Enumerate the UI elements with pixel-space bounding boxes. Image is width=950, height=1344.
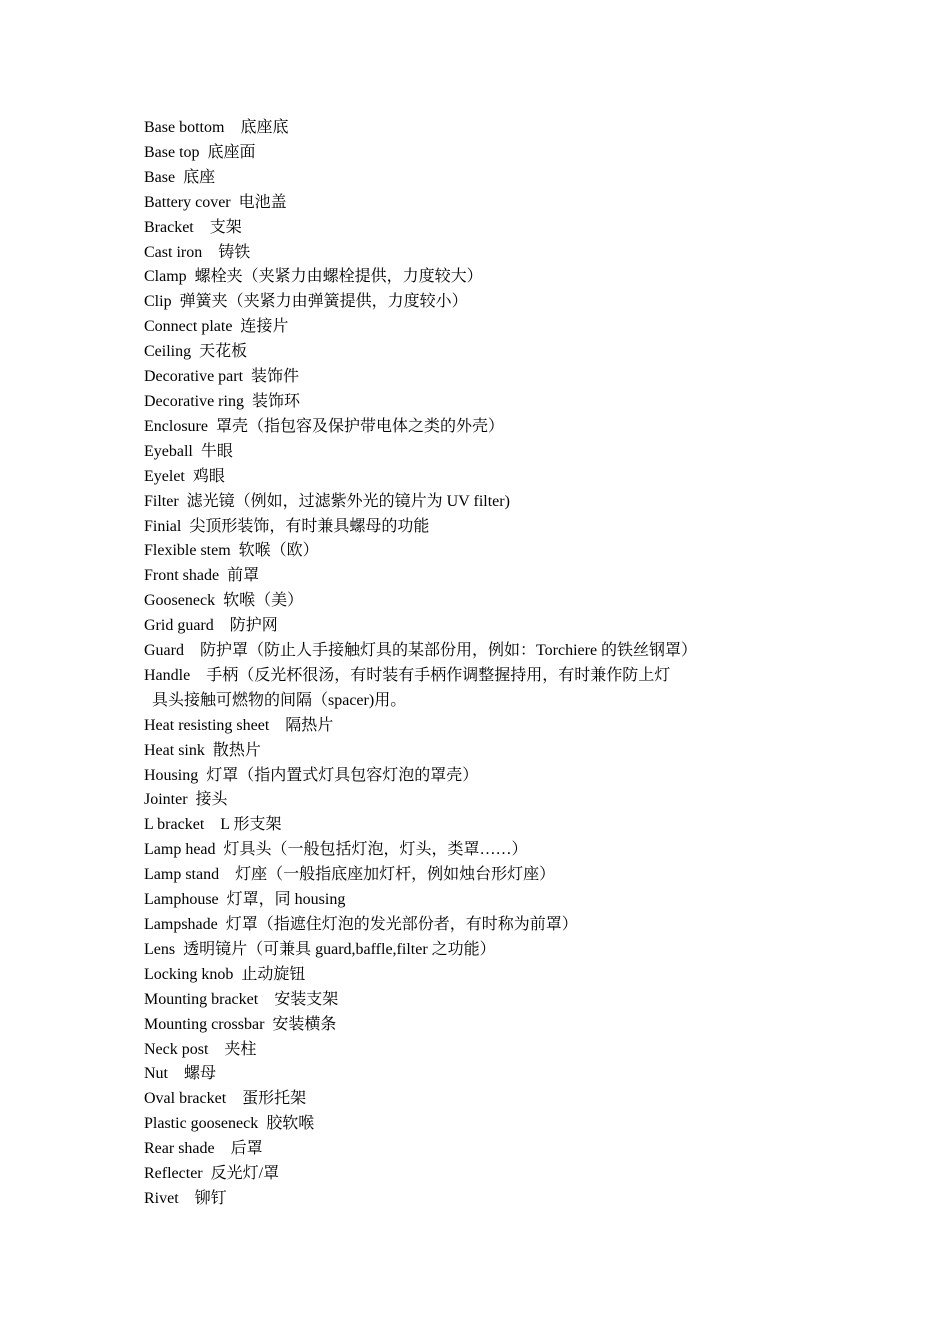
glossary-entry-continuation: 具头接触可燃物的间隔（spacer)用。: [152, 691, 407, 709]
glossary-entry: [144, 838, 844, 863]
glossary-entry-text: Eyeball 牛眼: [144, 442, 233, 460]
glossary-entry-text: Guard 防护罩（防止人手接触灯具的某部份用，例如：Torchiere 的铁丝钢罩）: [144, 642, 698, 660]
glossary-entry-text: Mounting crossbar 安装横条: [144, 1015, 337, 1033]
glossary-entry: [144, 788, 844, 813]
glossary-entry-text: Heat sink 散热片: [144, 741, 261, 759]
glossary-entry: [144, 440, 844, 465]
glossary-entry-text: Decorative part 装饰件: [144, 368, 300, 386]
glossary-entry: [144, 315, 844, 340]
glossary-entry-text: Locking knob 止动旋钮: [144, 965, 306, 983]
glossary-entry-text: Mounting bracket 安装支架: [144, 990, 339, 1008]
glossary-entry: [144, 490, 844, 515]
glossary-entry-text: Neck post 夹柱: [144, 1040, 257, 1058]
glossary-entry: [144, 365, 844, 390]
glossary-entry: [144, 813, 844, 838]
glossary-entry-text: Ceiling 天花板: [144, 343, 248, 361]
glossary-entry-text: Rear shade 后罩: [144, 1140, 263, 1158]
glossary-entry-text: Lamphouse 灯罩，同 housing: [144, 891, 346, 909]
glossary-entry: [144, 141, 844, 166]
glossary-entry-text: Gooseneck 软喉（美）: [144, 592, 304, 610]
glossary-entry-text: Plastic gooseneck 胶软喉: [144, 1115, 315, 1133]
glossary-entry: [144, 739, 844, 764]
glossary-entry-text: Front shade 前罩: [144, 567, 260, 585]
glossary-entry: [144, 863, 844, 888]
glossary-entry-text: Battery cover 电池盖: [144, 193, 287, 211]
glossary-entry-text: Clip 弹簧夹（夹紧力由弹簧提供，力度较小）: [144, 293, 468, 311]
glossary-entry: [144, 888, 844, 913]
glossary-entry: [144, 1038, 844, 1063]
glossary-entry-text: Rivet 铆钉: [144, 1189, 227, 1207]
glossary-list: [144, 116, 844, 1212]
glossary-entry-text: Reflecter 反光灯/罩: [144, 1165, 280, 1183]
glossary-entry-text: Base bottom 底座底: [144, 119, 289, 136]
glossary-entry: [144, 390, 844, 415]
glossary-entry: [144, 1062, 844, 1087]
glossary-entry-text: Flexible stem 软喉（欧）: [144, 542, 319, 560]
glossary-entry: [144, 1112, 844, 1137]
glossary-entry-text: Lamp head 灯具头（一般包括灯泡，灯头，类罩……）: [144, 841, 528, 859]
glossary-entry-text: Eyelet 鸡眼: [144, 467, 225, 485]
glossary-entry: [144, 639, 844, 664]
glossary-entry-text: Cast iron 铸铁: [144, 243, 251, 261]
glossary-entry-text: Lampshade 灯罩（指遮住灯泡的发光部份者，有时称为前罩）: [144, 916, 578, 933]
glossary-entry: [144, 1187, 844, 1212]
glossary-entry: [144, 938, 844, 963]
glossary-entry: [144, 614, 844, 639]
glossary-entry: [144, 290, 844, 315]
glossary-entry: [144, 116, 844, 141]
glossary-entry: [144, 515, 844, 540]
glossary-entry-text: Heat resisting sheet 隔热片: [144, 716, 334, 734]
glossary-entry: [144, 1087, 844, 1112]
glossary-entry-text: Lamp stand 灯座（一般指底座加灯杆，例如烛台形灯座）: [144, 866, 556, 884]
glossary-entry-text: Decorative ring 装饰环: [144, 392, 300, 410]
glossary-entry-text: Grid guard 防护网: [144, 617, 278, 635]
glossary-entry: [144, 539, 844, 564]
glossary-entry-text: Finial 尖顶形装饰，有时兼具螺母的功能: [144, 517, 430, 535]
glossary-entry: [144, 1162, 844, 1187]
glossary-entry: [144, 191, 844, 216]
glossary-entry: [144, 664, 844, 714]
glossary-entry-text: Enclosure 罩壳（指包容及保护带电体之类的外壳）: [144, 417, 504, 435]
glossary-entry: [144, 265, 844, 290]
glossary-entry-text: Nut 螺母: [144, 1065, 217, 1083]
glossary-entry: [144, 340, 844, 365]
glossary-entry-text: Oval bracket 蛋形托架: [144, 1090, 307, 1108]
glossary-entry: [144, 714, 844, 739]
glossary-entry: [144, 166, 844, 191]
glossary-entry: [144, 465, 844, 490]
glossary-entry-text: Housing 灯罩（指内置式灯具包容灯泡的罩壳）: [144, 766, 479, 784]
glossary-entry-text: Filter 滤光镜（例如，过滤紫外光的镜片为 UV filter): [144, 492, 510, 510]
glossary-entry: [144, 764, 844, 789]
glossary-entry: [144, 988, 844, 1013]
glossary-entry-text: Lens 透明镜片（可兼具 guard,baffle,filter 之功能）: [144, 940, 496, 958]
glossary-entry: [144, 564, 844, 589]
glossary-entry-text: Base 底座: [144, 168, 216, 186]
glossary-entry-text: Bracket 支架: [144, 218, 242, 236]
glossary-entry: [144, 913, 844, 938]
glossary-entry: [144, 963, 844, 988]
glossary-entry-text: Base top 底座面: [144, 143, 256, 161]
glossary-entry-text: L bracket L 形支架: [144, 816, 282, 834]
glossary-entry: [144, 1013, 844, 1038]
glossary-entry: [144, 241, 844, 266]
glossary-entry: [144, 1137, 844, 1162]
glossary-entry-text: Handle 手柄（反光杯很汤，有时装有手柄作调整握持用，有时兼作防上灯: [144, 666, 671, 684]
glossary-entry-text: Connect plate 连接片: [144, 318, 289, 336]
glossary-entry-text: Clamp 螺栓夹（夹紧力由螺栓提供，力度较大）: [144, 268, 483, 286]
glossary-entry: [144, 415, 844, 440]
glossary-entry-text: Jointer 接头: [144, 791, 228, 809]
glossary-entry: [144, 216, 844, 241]
glossary-entry: [144, 589, 844, 614]
